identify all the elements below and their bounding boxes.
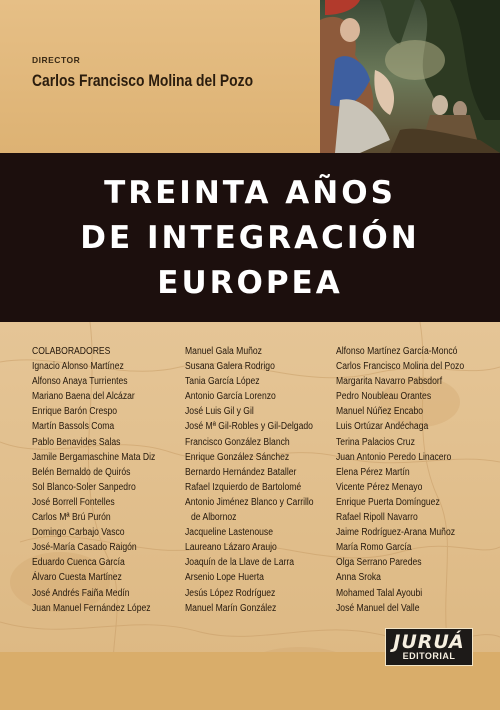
publisher-logo-mark: JURUÁ xyxy=(393,631,465,653)
collaborator-name: Pedro Noubleau Orantes xyxy=(336,391,432,403)
collaborator-name: Sol Blanco-Soler Sanpedro xyxy=(32,481,136,493)
collaborator-name: Belén Bernaldo de Quirós xyxy=(32,466,131,478)
collaborator-name: Antonio Jiménez Blanco y Carrillo xyxy=(185,496,314,508)
collaborator-name: José Luis Gil y Gil xyxy=(185,406,254,418)
collaborator-name: Bernardo Hernández Bataller xyxy=(185,466,297,478)
collaborator-name: Margarita Navarro Pabsdorf xyxy=(336,376,443,388)
collaborator-name: Eduardo Cuenca García xyxy=(32,557,125,569)
collaborator-name: Luis Ortúzar Andéchaga xyxy=(336,421,429,433)
collaborator-name: Juan Manuel Fernández López xyxy=(32,602,151,614)
collaborator-name: José Mª Gil-Robles y Gil-Delgado xyxy=(185,421,313,433)
title-line-1: TREINTA AÑOS xyxy=(104,175,396,211)
title-line-2: DE INTEGRACIÓN xyxy=(80,220,420,256)
title-line-3: EUROPEA xyxy=(157,265,343,301)
collaborator-name: Jesús López Rodríguez xyxy=(185,587,276,599)
collaborator-name: Terina Palacios Cruz xyxy=(336,436,415,448)
collaborator-name: Mohamed Talal Ayoubi xyxy=(336,587,423,599)
cover-painting xyxy=(320,0,500,153)
collaborator-name: Elena Pérez Martín xyxy=(336,466,410,478)
collaborator-name: Manuel Gala Muñoz xyxy=(185,346,262,357)
publisher-logo xyxy=(385,628,473,666)
publisher-logo-subtitle: EDITORIAL xyxy=(402,651,456,661)
collaborator-name: José Andrés Faiña Medín xyxy=(32,587,130,599)
collaborator-name: Susana Galera Rodrigo xyxy=(185,361,275,373)
collaborator-name: Olga Serrano Paredes xyxy=(336,557,422,569)
collaborator-name: Vicente Pérez Menayo xyxy=(336,481,423,493)
collaborators-column-3 xyxy=(336,344,485,616)
director-label: DIRECTOR xyxy=(32,55,81,65)
collaborators-heading: COLABORADORES xyxy=(32,346,111,357)
collaborator-name: Francisco González Blanch xyxy=(185,436,290,448)
collaborators-column-2 xyxy=(185,344,335,616)
collaborator-name: Enrique Barón Crespo xyxy=(32,406,118,418)
collaborator-name: Enrique Puerta Domínguez xyxy=(336,496,440,508)
collaborator-name: Juan Antonio Peredo Linacero xyxy=(336,451,452,463)
collaborator-name: Anna Sroka xyxy=(336,572,381,584)
collaborator-name: Manuel Núñez Encabo xyxy=(336,406,424,418)
collaborator-name: María Romo García xyxy=(336,542,412,554)
collaborator-name: José Manuel del Valle xyxy=(336,602,420,614)
collaborator-name: Joaquín de la Llave de Larra xyxy=(185,557,295,569)
collaborator-name: Arsenio Lope Huerta xyxy=(185,572,264,584)
collaborator-name: Jaime Rodríguez-Arana Muñoz xyxy=(336,527,456,539)
title-band xyxy=(0,153,500,322)
collaborator-name: Martín Bassols Coma xyxy=(32,421,115,433)
collaborator-name: Carlos Mª Brú Purón xyxy=(32,512,111,524)
collaborator-name: Alfonso Anaya Turrientes xyxy=(32,376,128,388)
collaborator-name: Tania García López xyxy=(185,376,260,388)
collaborator-name: Laureano Lázaro Araujo xyxy=(185,542,277,554)
collaborator-name: Alfonso Martínez García-Moncó xyxy=(336,346,458,357)
collaborator-name: Antonio García Lorenzo xyxy=(185,391,276,403)
collaborator-name: Jamile Bergamaschine Mata Diz xyxy=(32,451,156,463)
collaborators-column-1 xyxy=(32,344,175,616)
collaborator-name: Manuel Marín González xyxy=(185,602,277,614)
collaborator-name: José-María Casado Raigón xyxy=(32,542,137,554)
collaborator-name: Jacqueline Lastenouse xyxy=(185,527,273,539)
collaborator-name: Rafael Izquierdo de Bartolomé xyxy=(185,481,302,493)
director-name: Carlos Francisco Molina del Pozo xyxy=(32,72,254,90)
collaborator-name: Carlos Francisco Molina del Pozo xyxy=(336,361,465,373)
collaborator-name: Domingo Carbajo Vasco xyxy=(32,527,125,539)
director-panel xyxy=(0,0,320,153)
collaborator-name: Enrique González Sánchez xyxy=(185,451,290,463)
collaborator-name: Álvaro Cuesta Martínez xyxy=(32,572,122,584)
collaborator-name: Mariano Baena del Alcázar xyxy=(32,391,135,403)
collaborator-name: José Borrell Fontelles xyxy=(32,496,115,508)
collaborator-name: Rafael Ripoll Navarro xyxy=(336,512,418,524)
collaborator-name: Ignacio Alonso Martínez xyxy=(32,361,124,373)
collaborator-name: Pablo Benavides Salas xyxy=(32,436,121,448)
collaborator-name-continuation: de Albornoz xyxy=(191,512,237,524)
